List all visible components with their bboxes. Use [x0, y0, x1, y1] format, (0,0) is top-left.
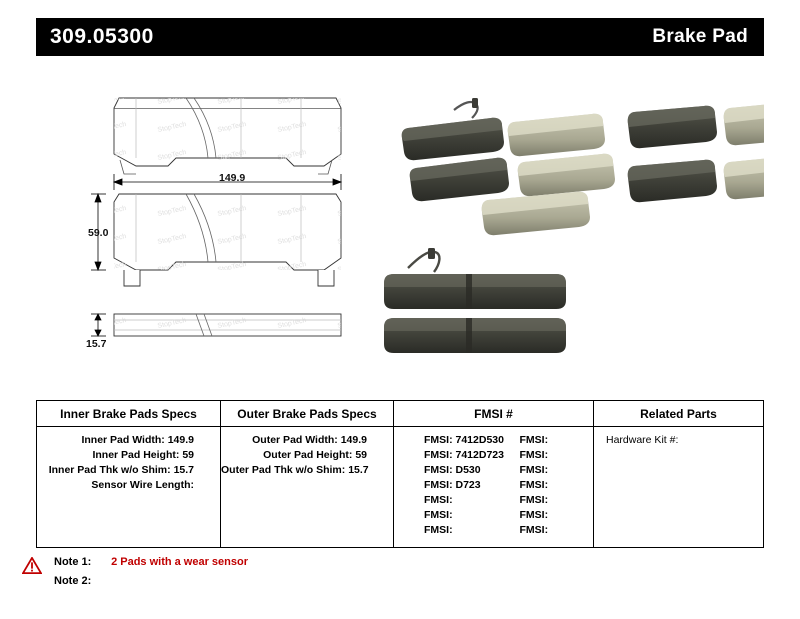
dimension-thickness-label: 15.7 [86, 338, 107, 350]
fmsi-label: FMSI: [519, 434, 549, 446]
fmsi-label: FMSI: [424, 479, 453, 491]
pad-line-art-top [114, 98, 341, 174]
table-row [37, 448, 220, 463]
inner-pad-width-label: Inner Pad Width: [81, 434, 165, 446]
sensor-wire-length-label: Sensor Wire Length: [91, 479, 194, 491]
pad-line-art-middle [114, 194, 341, 286]
fmsi-value: D723 [455, 479, 481, 491]
fmsi-value: 7412D723 [455, 449, 504, 461]
dimension-width-label: 149.9 [219, 172, 246, 184]
outer-pad-height-value: 59 [355, 449, 367, 461]
fmsi-label: FMSI: [424, 524, 453, 536]
pad-photo-group-bottom [384, 248, 566, 353]
outer-pad-height-label: Outer Pad Height: [263, 449, 353, 461]
document-type-label: Brake Pad [652, 26, 748, 47]
fmsi-label: FMSI: [519, 449, 549, 461]
notes-section [54, 556, 554, 594]
pad-line-art-bottom [114, 314, 341, 336]
inner-pad-specs-column [37, 401, 220, 547]
table-row [394, 448, 593, 463]
drawing-svg [36, 62, 764, 392]
fmsi-label: FMSI: [424, 509, 453, 521]
table-row [221, 463, 393, 478]
inner-pad-specs-title: Inner Brake Pads Specs [37, 401, 220, 427]
table-row [37, 478, 220, 493]
table-row [394, 523, 593, 538]
specs-table [36, 400, 764, 548]
inner-pad-thickness-value: 15.7 [173, 464, 194, 476]
related-parts-title: Related Parts [594, 401, 763, 427]
table-row [37, 463, 220, 478]
outer-pad-thickness-value: 15.7 [348, 464, 369, 476]
table-row [394, 463, 593, 478]
table-row [221, 433, 393, 448]
fmsi-label: FMSI: [424, 449, 453, 461]
inner-pad-thickness-label: Inner Pad Thk w/o Shim: [48, 464, 171, 476]
fmsi-label: FMSI: [519, 509, 549, 521]
header-bar [36, 18, 764, 56]
table-row [221, 448, 393, 463]
table-row [394, 508, 593, 523]
hardware-kit-label: Hardware Kit #: [606, 434, 679, 446]
inner-pad-width-value: 149.9 [167, 434, 194, 446]
table-row [394, 478, 593, 493]
fmsi-label: FMSI: [424, 464, 453, 476]
note-2 [54, 575, 554, 594]
outer-pad-specs-column [220, 401, 393, 547]
pad-photo-group-left [402, 98, 615, 235]
table-row [594, 433, 763, 448]
table-row [37, 433, 220, 448]
fmsi-label: FMSI: [424, 434, 453, 446]
related-parts-column [593, 401, 763, 547]
fmsi-value: 7412D530 [455, 434, 504, 446]
technical-drawing [36, 62, 764, 392]
part-number: 309.05300 [50, 25, 154, 48]
fmsi-column [393, 401, 593, 547]
dimension-thickness [91, 314, 106, 336]
note-2-label: Note 2: [54, 575, 92, 587]
outer-pad-width-value: 149.9 [340, 434, 367, 446]
outer-pad-thickness-label: Outer Pad Thk w/o Shim: [221, 464, 346, 476]
note-1-label: Note 1: [54, 556, 92, 568]
outer-pad-specs-title: Outer Brake Pads Specs [221, 401, 393, 427]
fmsi-label: FMSI: [519, 524, 549, 536]
inner-pad-height-value: 59 [182, 449, 194, 461]
table-row [394, 493, 593, 508]
fmsi-title: FMSI # [394, 401, 593, 427]
table-row [394, 433, 593, 448]
fmsi-label: FMSI: [424, 494, 453, 506]
outer-pad-width-label: Outer Pad Width: [252, 434, 338, 446]
fmsi-label: FMSI: [519, 479, 549, 491]
fmsi-label: FMSI: [519, 494, 549, 506]
fmsi-value: D530 [455, 464, 481, 476]
pad-photo-group-right [628, 102, 764, 202]
warning-icon [22, 557, 42, 574]
fmsi-label: FMSI: [519, 464, 549, 476]
note-1 [54, 556, 554, 575]
inner-pad-height-label: Inner Pad Height: [92, 449, 180, 461]
dimension-height-label: 59.0 [88, 227, 109, 239]
note-1-text: 2 Pads with a wear sensor [111, 556, 249, 568]
